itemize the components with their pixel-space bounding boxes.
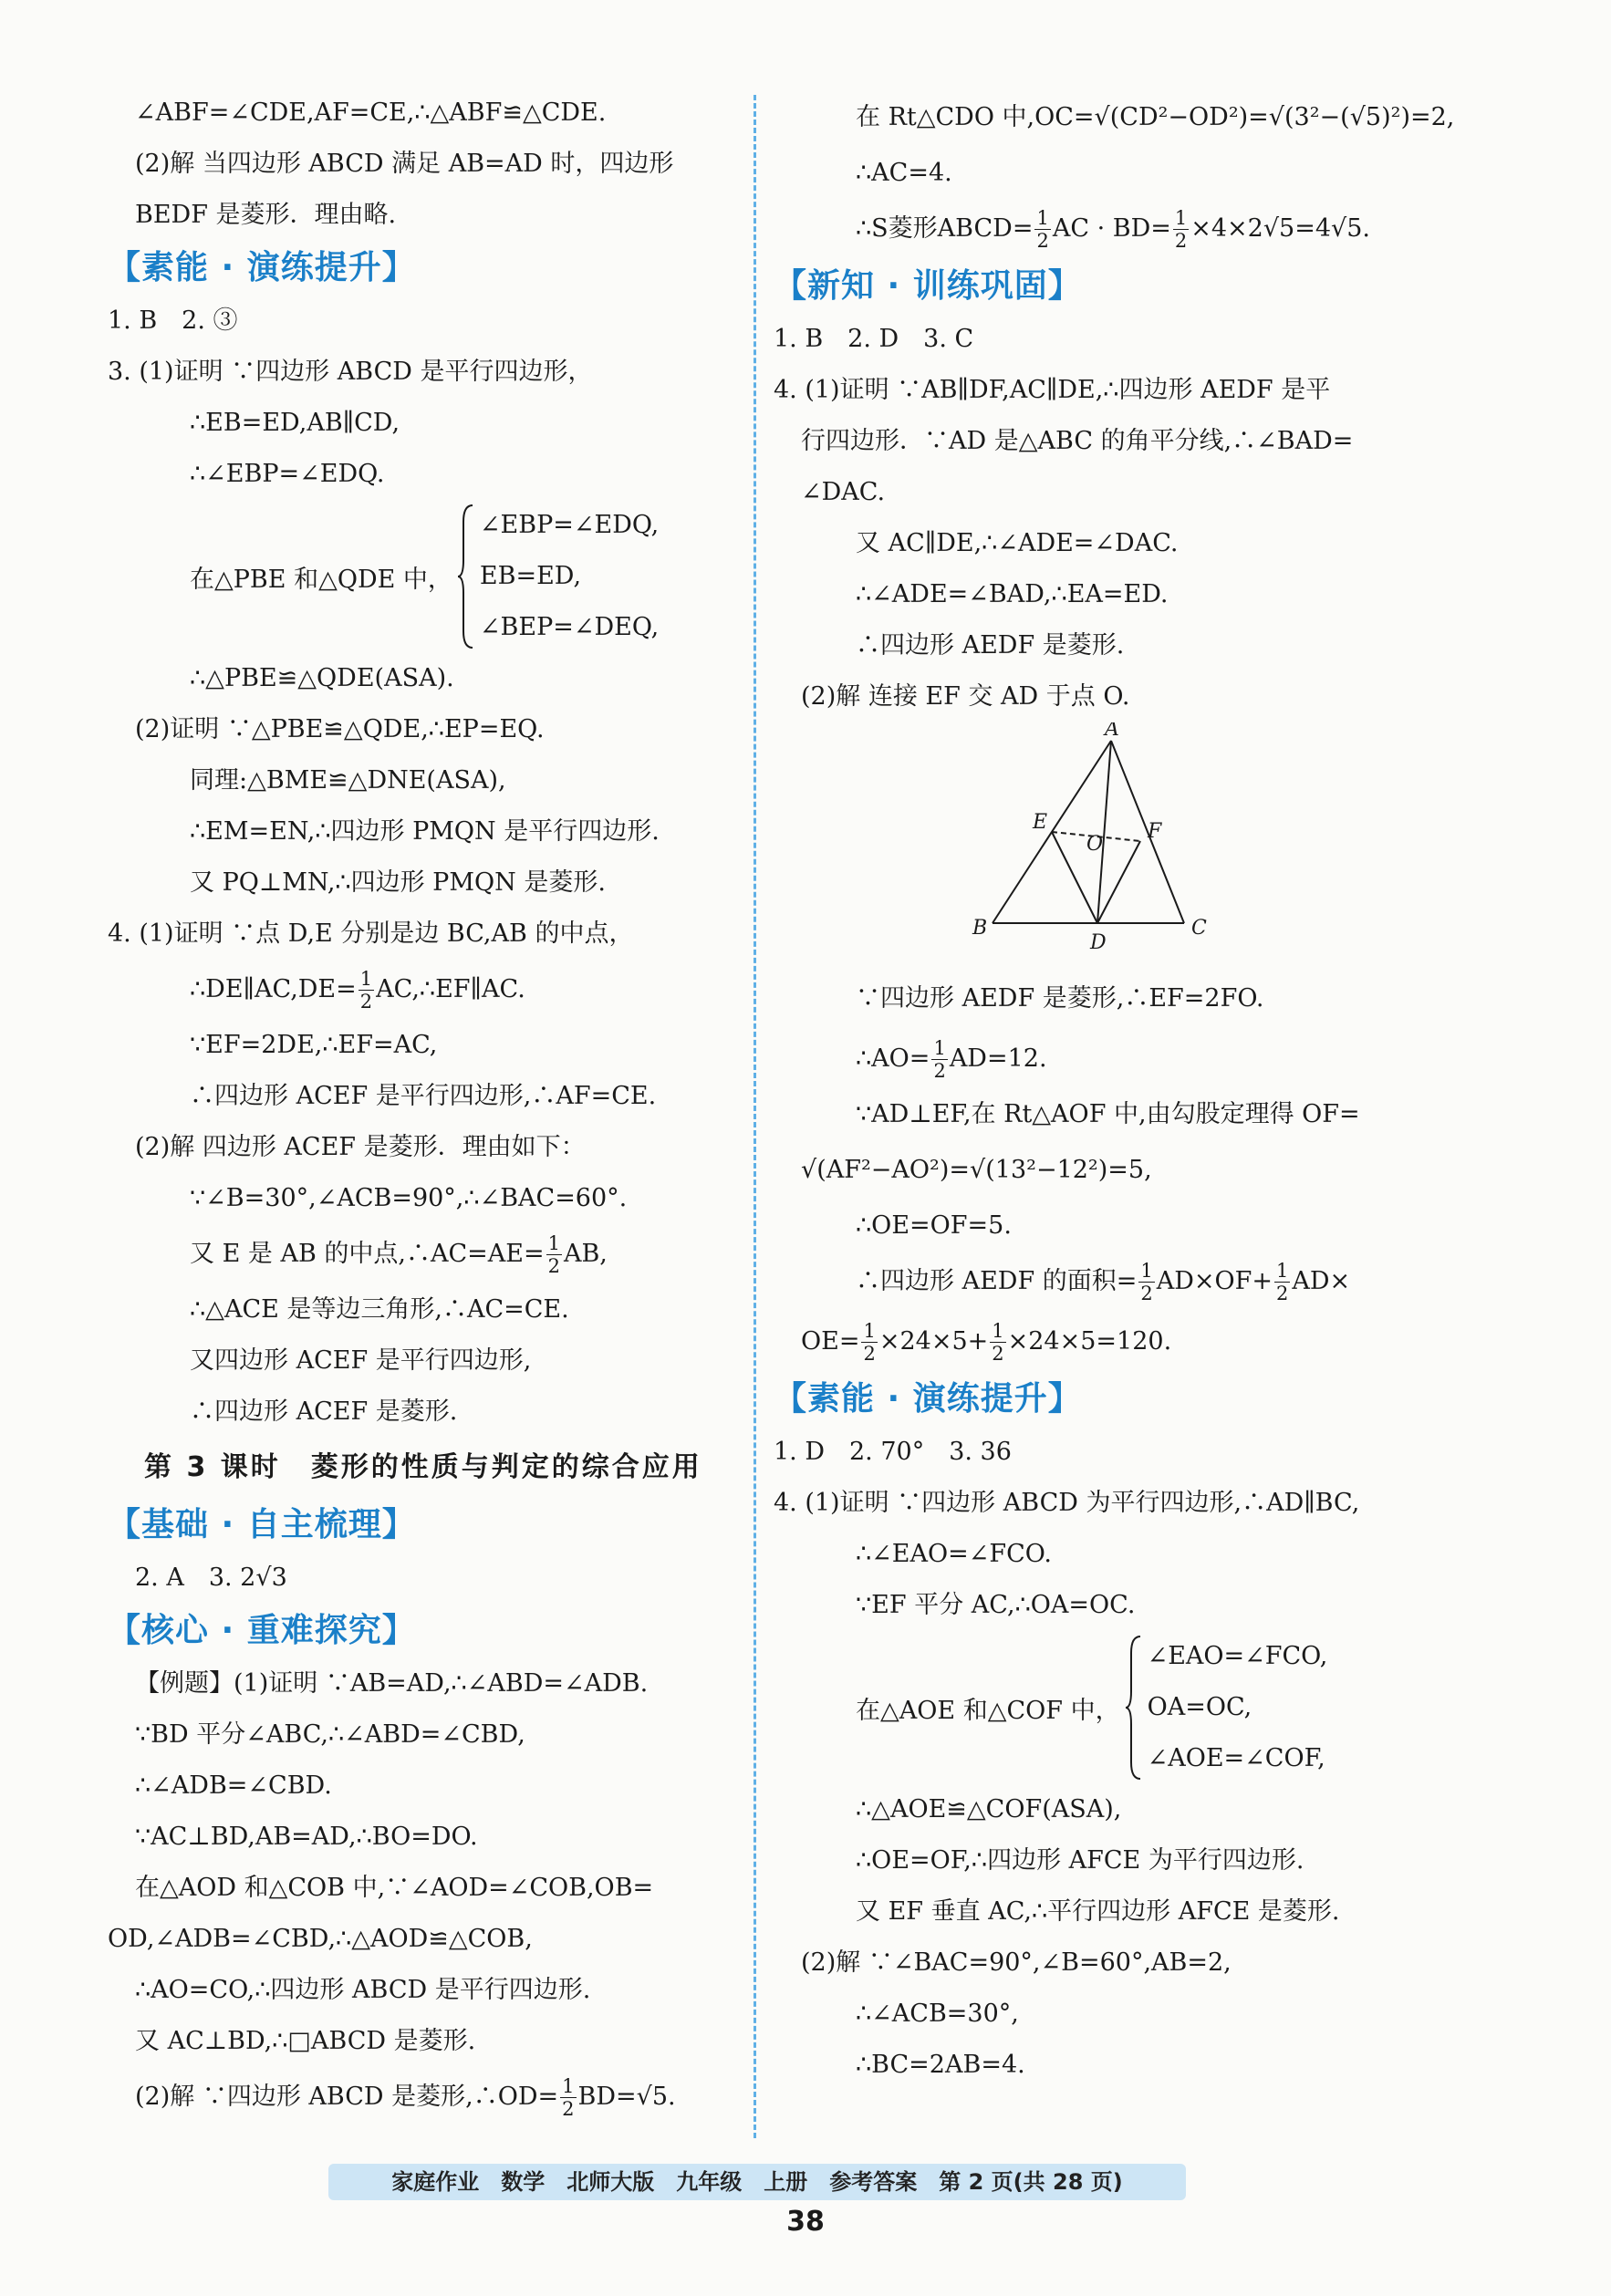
left-column: [108, 88, 746, 2127]
answer-line: 又 PQ⊥MN,∴四边形 PMQN 是菱形.: [190, 868, 606, 897]
answer-line: 又 AC∥DE,∴∠ADE=∠DAC.: [856, 529, 1179, 557]
answer-line: 4. (1)证明 ∵四边形 ABCD 为平行四边形,∴AD∥BC,: [774, 1489, 1360, 1517]
brace-lead: 在△PBE 和△QDE 中，: [190, 565, 452, 594]
segment-AD: [1097, 741, 1111, 923]
denominator: 2: [992, 1343, 1004, 1365]
answer-line: ∵EF 平分 AC,∴OA=OC.: [856, 1591, 1136, 1619]
fraction: [1034, 207, 1050, 252]
answer-line: [774, 1252, 1430, 1312]
fraction: [560, 2075, 576, 2120]
numerator: 1: [1140, 1260, 1153, 1282]
text-segment: ×24×5=120.: [1007, 1327, 1172, 1356]
numerator: 1: [1174, 207, 1188, 229]
answer-line: ∴OE=OF,∴四边形 AFCE 为平行四边形.: [856, 1846, 1304, 1875]
lesson-title: 第 3 课时 菱形的性质与判定的综合应用: [144, 1451, 702, 1483]
text-segment: ∴DE∥AC,DE=: [190, 975, 357, 1003]
answer-line: [108, 2067, 746, 2127]
answer-line: ∴∠ACB=30°,: [856, 2000, 1019, 2028]
label-D: D: [1090, 931, 1107, 954]
denominator: 2: [933, 1060, 946, 1082]
denominator: 2: [562, 2098, 575, 2120]
answer-line: [774, 1312, 1430, 1372]
text-segment: AD×: [1292, 1267, 1351, 1295]
numerator: 1: [547, 1232, 560, 1254]
answer-line: ∴OE=OF=5.: [856, 1211, 1012, 1240]
answer-line: 【例题】(1)证明 ∵AB=AD,∴∠ABD=∠ADB.: [135, 1669, 649, 1698]
text-segment: ×4×2√5=4√5.: [1190, 214, 1370, 243]
brace-item: ∠AOE=∠COF,: [1147, 1744, 1325, 1772]
answer-line: (2)解 连接 EF 交 AD 于点 O.: [801, 682, 1130, 711]
numerator: 1: [863, 1320, 876, 1342]
brace-icon: [456, 504, 476, 649]
answer-line: ∴△AOE≌△COF(ASA),: [856, 1795, 1122, 1823]
answer-line: ∴四边形 ACEF 是平行四边形,∴AF=CE.: [190, 1082, 657, 1110]
section-heading: 【核心 · 重难探究】: [108, 1612, 416, 1649]
text-segment: AD×OF+: [1156, 1267, 1273, 1295]
answer-line: 4. (1)证明 ∵点 D,E 分别是边 BC,AB 的中点，: [108, 919, 634, 948]
answer-line: BEDF 是菱形．理由略.: [135, 201, 397, 229]
answer-line: 4. (1)证明 ∵AB∥DF,AC∥DE,∴四边形 AEDF 是平: [774, 376, 1331, 404]
answer-line: √(AF²−AO²)=√(13²−12²)=5,: [801, 1156, 1152, 1184]
answer-line: ∴四边形 ACEF 是菱形.: [190, 1397, 458, 1426]
answer-line: 1. B 2. D 3. C: [774, 325, 974, 353]
text-segment: AD=12.: [949, 1044, 1047, 1073]
fraction: [1274, 1260, 1290, 1304]
answer-line: ∴∠ADE=∠BAD,∴EA=ED.: [856, 580, 1169, 608]
denominator: 2: [1174, 230, 1188, 252]
answer-line: ∴∠EAO=∠FCO.: [856, 1540, 1052, 1568]
answer-line: ∴四边形 AEDF 是菱形.: [856, 631, 1125, 660]
brace-lead: 在△AOE 和△COF 中，: [856, 1696, 1120, 1725]
answer-line: (2)解 四边形 ACEF 是菱形．理由如下：: [135, 1133, 586, 1161]
answer-line: 在△AOD 和△COB 中,∵∠AOD=∠COB,OB=: [135, 1874, 654, 1902]
numerator: 1: [1276, 1260, 1289, 1282]
answer-line: ∠ABF=∠CDE,AF=CE,∴△ABF≌△CDE.: [135, 99, 607, 127]
text-segment: AC,∴EF∥AC.: [376, 975, 525, 1003]
answer-line: ∴EB=ED,AB∥CD,: [190, 409, 400, 437]
answer-line: ∠DAC.: [801, 478, 886, 506]
text-segment: ×24×5+: [878, 1327, 989, 1356]
answer-line: ∴BC=2AB=4.: [856, 2051, 1025, 2079]
fraction: [931, 1037, 947, 1082]
answer-line: ∴∠ADB=∠CBD.: [135, 1771, 332, 1800]
fraction: [359, 968, 374, 1013]
fraction: [1173, 207, 1189, 252]
answer-line: ∵AD⊥EF,在 Rt△AOF 中,由勾股定理得 OF=: [856, 1100, 1360, 1128]
brace-item: OA=OC,: [1147, 1693, 1252, 1721]
answer-line: ∴AC=4.: [856, 159, 952, 187]
answer-line: OD,∠ADB=∠CBD,∴△AOD≌△COB,: [108, 1925, 533, 1953]
answer-line: [774, 1029, 1430, 1089]
section-heading: 【基础 · 自主梳理】: [108, 1506, 416, 1543]
brace-item: EB=ED,: [479, 562, 582, 590]
numerator: 1: [359, 968, 373, 990]
answer-line: ∵四边形 AEDF 是菱形,∴EF=2FO.: [856, 984, 1264, 1013]
answer-line: (2)解 ∵∠BAC=90°,∠B=60°,AB=2,: [801, 1948, 1232, 1977]
right-column: [774, 88, 1455, 2091]
text-segment: BD=√5.: [577, 2083, 676, 2111]
label-O: O: [1086, 833, 1104, 856]
label-B: B: [972, 917, 988, 940]
answer-line: [108, 1224, 746, 1284]
answer-line: 在 Rt△CDO 中,OC=√(CD²−OD²)=√(3²−(√5)²)=2,: [856, 103, 1455, 131]
answer-line: 又四边形 ACEF 是平行四边形,: [190, 1346, 532, 1375]
answer-line: 行四边形．∵AD 是△ABC 的角平分线,∴∠BAD=: [801, 427, 1354, 455]
label-F: F: [1148, 820, 1162, 843]
brace-item: ∠BEP=∠DEQ,: [479, 613, 660, 641]
label-C: C: [1191, 917, 1207, 940]
numerator: 1: [1036, 207, 1049, 229]
section-heading: 【新知 · 训练巩固】: [774, 267, 1082, 305]
answer-line: [774, 199, 1430, 259]
answer-line: ∵∠B=30°,∠ACB=90°,∴∠BAC=60°.: [190, 1184, 628, 1212]
rhombus-triangle-figure: [965, 722, 1266, 960]
answer-line: ∴△PBE≌△QDE(ASA).: [190, 664, 454, 692]
denominator: 2: [359, 991, 373, 1013]
column-divider: [754, 95, 756, 2138]
text-segment: AC · BD=: [1052, 214, 1171, 243]
numerator: 1: [933, 1037, 946, 1059]
footer-banner: 家庭作业 数学 北师大版 九年级 上册 参考答案 第 2 页(共 28 页): [328, 2164, 1186, 2200]
answer-line: 1. B 2. ③: [108, 306, 238, 335]
section-heading: 【素能 · 演练提升】: [108, 249, 416, 286]
answer-line: (2)解 当四边形 ABCD 满足 AB=AD 时，四边形: [135, 150, 674, 178]
answer-line: ∵EF=2DE,∴EF=AC,: [190, 1031, 438, 1059]
denominator: 2: [547, 1255, 560, 1277]
denominator: 2: [1276, 1283, 1289, 1304]
answer-line: 3. (1)证明 ∵四边形 ABCD 是平行四边形，: [108, 358, 593, 386]
text-segment: (2)解 ∵四边形 ABCD 是菱形,∴OD=: [135, 2083, 559, 2111]
denominator: 2: [1036, 230, 1049, 252]
answer-line: 同理:△BME≌△DNE(ASA),: [190, 766, 506, 795]
section-heading: 【素能 · 演练提升】: [774, 1380, 1082, 1418]
answer-line: 又 EF 垂直 AC,∴平行四边形 AFCE 是菱形.: [856, 1897, 1340, 1926]
fraction: [861, 1320, 877, 1365]
text-segment: ∴AO=: [856, 1044, 930, 1073]
segment-FD: [1097, 841, 1140, 923]
brace-item: ∠EBP=∠EDQ,: [479, 511, 660, 539]
fraction: [546, 1232, 562, 1277]
text-segment: OE=: [801, 1327, 860, 1356]
answer-line: 1. D 2. 70° 3. 36: [774, 1438, 1012, 1466]
answer-line: (2)证明 ∵△PBE≌△QDE,∴EP=EQ.: [135, 715, 545, 743]
label-A: A: [1105, 722, 1119, 741]
label-E: E: [1033, 811, 1048, 834]
answer-line: 2. A 3. 2√3: [135, 1564, 287, 1592]
answer-line: 又 AC⊥BD,∴□ABCD 是菱形.: [135, 2027, 476, 2055]
answer-line: ∴EM=EN,∴四边形 PMQN 是平行四边形.: [190, 817, 660, 846]
numerator: 1: [562, 2075, 575, 2097]
text-segment: AB,: [563, 1240, 608, 1268]
answer-line: ∵BD 平分∠ABC,∴∠ABD=∠CBD,: [135, 1720, 525, 1749]
brace-icon: [1124, 1635, 1144, 1781]
brace-item: ∠EAO=∠FCO,: [1147, 1642, 1328, 1670]
geometry-figure: [774, 722, 1430, 969]
fraction: [1138, 1260, 1154, 1304]
answer-line: ∴∠EBP=∠EDQ.: [190, 460, 385, 488]
answer-line: ∴AO=CO,∴四边形 ABCD 是平行四边形.: [135, 1976, 591, 2004]
text-segment: ∴S菱形ABCD=: [856, 214, 1034, 243]
brace-system: [108, 500, 746, 653]
page-number: 38: [786, 2206, 825, 2238]
brace-system: [774, 1631, 1430, 1784]
denominator: 2: [1140, 1283, 1153, 1304]
numerator: 1: [992, 1320, 1004, 1342]
fraction: [990, 1320, 1005, 1365]
answer-line: [108, 960, 746, 1020]
denominator: 2: [863, 1343, 876, 1365]
answer-line: ∴△ACE 是等边三角形,∴AC=CE.: [190, 1295, 569, 1324]
text-segment: ∴四边形 AEDF 的面积=: [856, 1267, 1138, 1295]
answer-line: ∵AC⊥BD,AB=AD,∴BO=DO.: [135, 1823, 478, 1851]
text-segment: 又 E 是 AB 的中点,∴AC=AE=: [190, 1240, 545, 1268]
